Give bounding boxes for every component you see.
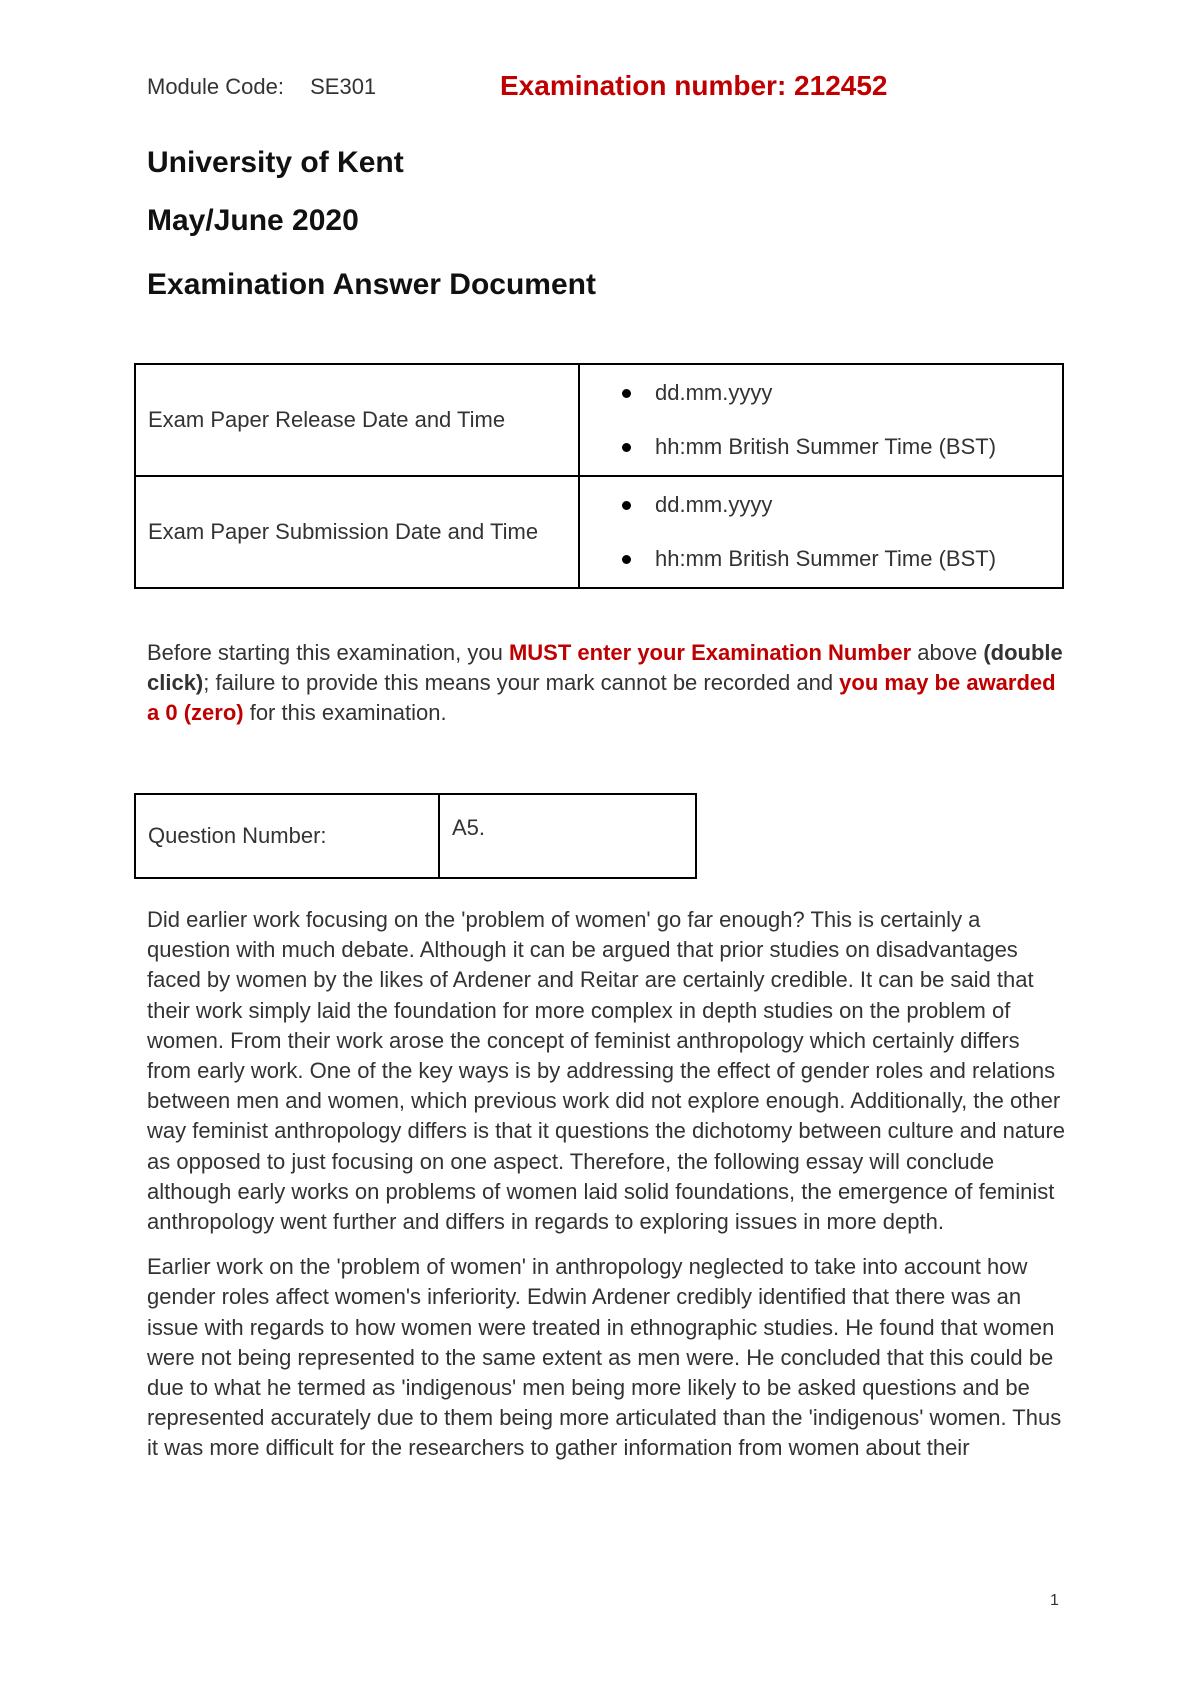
examination-number-value[interactable]: 212452 xyxy=(794,70,888,101)
question-number-value[interactable]: A5. xyxy=(439,794,696,878)
module-code-label: Module Code: xyxy=(147,74,284,99)
question-row xyxy=(135,794,696,878)
release-time: hh:mm British Summer Time (BST) xyxy=(620,432,1052,462)
release-row xyxy=(135,364,1063,476)
submission-date: dd.mm.yyyy xyxy=(620,490,1052,520)
notice-text: Before starting this examination, you xyxy=(147,640,509,665)
release-list xyxy=(620,378,1052,462)
university-title: University of Kent xyxy=(147,146,404,179)
answer-paragraph-1: Did earlier work focusing on the 'problem of women' go far enough? This is certainly a question with much debate. Although it can be argued that prior studies on disadvantages faced by women by the likes of Ardener and Reitar are certainly credible. It can be said that their work simply laid the foundation for more complex in depth studies on the problem of women. From their work arose the concept of feminist anthropology which certainly differs from early work. One of the key ways is by addressing the effect of gender roles and relations between men and women, which previous work did not explore enough. Additionally, the other way feminist anthropology differs is that it questions the dichotomy between culture and nature as opposed to just focusing on one aspect. Therefore, the following essay will conclude although early works on problems of women laid solid foundations, the emergence of feminist anthropology went further and differs in regards to exploring issues in more depth. xyxy=(147,907,1066,1235)
module-code-value: SE301 xyxy=(310,74,377,99)
module-code xyxy=(147,74,376,100)
exam-dates-table xyxy=(134,363,1064,589)
session-title: May/June 2020 xyxy=(147,204,359,237)
notice-text: ; failure to provide this means your mark cannot be recorded and xyxy=(203,670,840,695)
notice-double-click: (double click) xyxy=(147,640,1063,695)
submission-label: Exam Paper Submission Date and Time xyxy=(135,476,579,588)
notice-zero-warning: you may be awarded a 0 (zero) xyxy=(147,670,1056,725)
exam-number-notice xyxy=(147,638,1067,728)
submission-time: hh:mm British Summer Time (BST) xyxy=(620,544,1052,574)
answer-paragraph-2: Earlier work on the 'problem of women' in anthropology neglected to take into account how gender roles affect women's inferiority. Edwin Ardener credibly identified that there was an issue with regards to how women were treated in ethnographic studies. He found that women were not being represented to the same extent as men were. He concluded that this could be due to what he termed as 'indigenous' men being more likely to be asked questions and be represented accurately due to them being more articulated than the 'indigenous' women. Thus it was more difficult for the researchers to gather information from women about their xyxy=(147,1254,1062,1461)
submission-list xyxy=(620,490,1052,574)
examination-number[interactable] xyxy=(500,70,887,102)
page-number: 1 xyxy=(1050,1592,1059,1609)
examination-number-label: Examination number: xyxy=(500,70,787,101)
question-number-label: Question Number: xyxy=(135,794,439,878)
submission-value-cell xyxy=(579,476,1063,588)
question-number-table xyxy=(134,793,697,879)
release-date: dd.mm.yyyy xyxy=(620,378,1052,408)
notice-text: above xyxy=(911,640,984,665)
answer-body xyxy=(147,905,1067,1479)
submission-row xyxy=(135,476,1063,588)
notice-text: for this examination. xyxy=(243,700,447,725)
document-title: Examination Answer Document xyxy=(147,268,596,301)
release-value-cell xyxy=(579,364,1063,476)
notice-must-enter: MUST enter your Examination Number xyxy=(508,640,912,665)
release-label: Exam Paper Release Date and Time xyxy=(135,364,579,476)
